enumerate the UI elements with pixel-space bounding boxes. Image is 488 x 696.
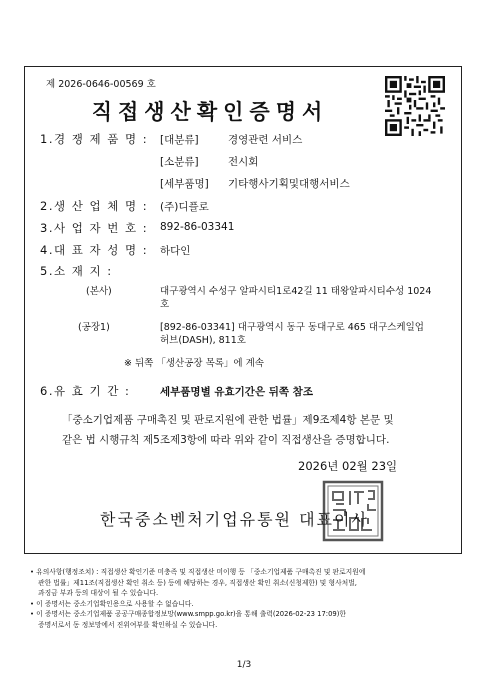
validity-value: 세부품명별 유효기간은 뒤쪽 참조 xyxy=(160,386,313,398)
note-penalty-line3: 과징금 부과 등의 대상이 될 수 있습니다. xyxy=(38,589,159,597)
note-penalty-line2: 관한 법률」제11조(직접생산 확인 취소 등) 등에 해당하는 경우, 직접생산 확인 취소(신청제한) 및 형사처벌, xyxy=(38,578,357,587)
ceo-label: 4.대 표 자 성 명 : xyxy=(40,243,149,257)
notes-section xyxy=(30,567,470,630)
certificate-number: 제 2026-0646-00569 호 xyxy=(46,79,156,90)
ceo-value: 하다인 xyxy=(160,245,191,257)
hq-address-line1: 대구광역시 수성구 알파시티1로42길 11 태왕알파시티수성 1024 xyxy=(160,286,432,297)
factory-address-line2: 허브(DASH), 811호 xyxy=(160,335,246,346)
note-usage: • 이 증명서는 중소기업확인용으로 사용할 수 없습니다. xyxy=(30,599,194,608)
minor-category-value: 전시회 xyxy=(228,156,259,168)
major-category-label: [대분류] xyxy=(160,134,199,146)
major-category-value: 경영관련 서비스 xyxy=(228,134,303,146)
detail-category-value: 기타행사기획및대행서비스 xyxy=(228,178,350,190)
page-number: 1/3 xyxy=(236,660,252,670)
product-label: 1.경 쟁 제 품 명 : xyxy=(40,132,149,146)
minor-category-label: [소분류] xyxy=(160,156,199,168)
location-label: 5.소 재 지 : xyxy=(40,264,113,278)
note-penalty-line1: • 유의사항(행정조치) : 직접생산 확인기준 미충족 및 직접생산 미이행 등 「중소기업제품 구매촉진 및 판로지원에 xyxy=(30,568,366,576)
qr-code-icon xyxy=(385,76,445,136)
bizno-value: 892-86-03341 xyxy=(160,221,235,233)
note-verify-line1: • 이 증명서는 중소기업제품 공공구매종합정보망(www.smpp.go.kr)을 통해 출력(2026-02-23 17:09)한 xyxy=(30,610,346,618)
factory-address-line1: [892-86-03341] 대구광역시 동구 동대구로 465 대구스케일업 xyxy=(160,322,424,333)
validity-label: 6.유 효 기 간 : xyxy=(40,384,131,398)
certification-text-line1: 「중소기업제품 구매촉진 및 판로지원에 관한 법률」제9조제4항 본문 및 xyxy=(62,414,394,426)
bizno-label: 3.사 업 자 번 호 : xyxy=(40,221,149,235)
factory-list-note: ※ 뒤쪽 「생산공장 목록」에 계속 xyxy=(124,358,264,369)
company-label: 2.생 산 업 체 명 : xyxy=(40,199,149,213)
detail-category-label: [세부품명] xyxy=(160,178,209,190)
factory-label: (공장1) xyxy=(78,322,110,333)
company-value: (주)디플로 xyxy=(160,201,209,213)
hq-label: (본사) xyxy=(86,286,112,297)
hq-address-line2: 호 xyxy=(160,299,170,310)
issue-date: 2026년 02월 23일 xyxy=(298,459,398,473)
note-verify-line2: 증명서로서 동 정보망에서 진위여부를 확인하실 수 있습니다. xyxy=(38,620,218,629)
document-title: 직접생산확인증명서 xyxy=(91,99,329,124)
certification-text-line2: 같은 법 시행규칙 제5조제3항에 따라 위와 같이 직접생산을 증명합니다. xyxy=(62,434,390,446)
issuer-name: 한국중소벤처기업유통원 대표이사 xyxy=(100,510,369,529)
